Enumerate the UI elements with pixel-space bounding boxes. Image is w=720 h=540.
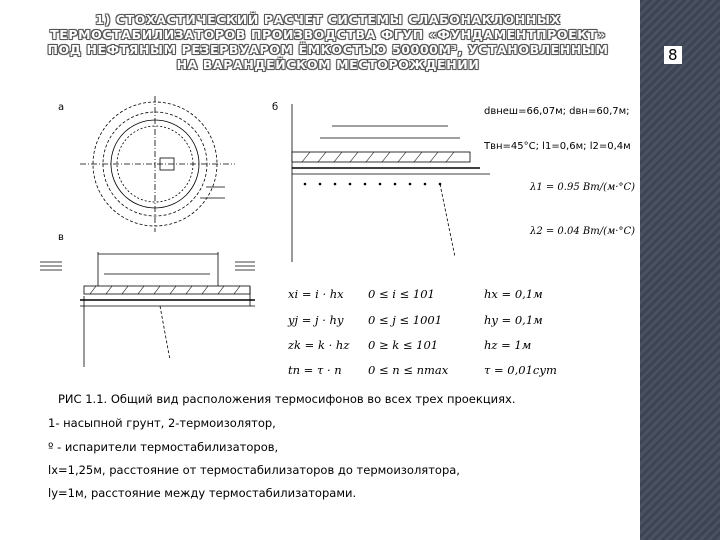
range-j: 0 ≤ j ≤ 1001 [368,313,443,327]
panel-a-label: а [58,102,65,113]
legend-line-1: 1- насыпной грунт, 2-термоизолятор, [48,416,276,430]
equation-x: xi = i · hx [288,287,344,301]
param-diameters: dвнеш=66,07м; dвн=60,7м; [484,106,630,117]
title-line-4: НА ВАРАНДЕЙСКОМ МЕСТОРОЖДЕНИИ [176,57,480,72]
equation-t: tn = τ · n [288,363,342,377]
title-line-1: 1) СТОХАСТИЧЕСКИЙ РАСЧЕТ СИСТЕМЫ СЛАБОНАКЛОННЫХ [95,12,561,27]
step-hx: hx = 0,1м [484,287,543,301]
equation-z: zk = k · hz [288,338,350,352]
panel-v-side-view [40,252,255,367]
step-hz: hz = 1м [484,338,532,352]
page-number: 8 [664,46,682,64]
step-hy: hy = 0,1м [484,313,543,327]
sidebar-decoration [640,0,720,540]
figure-caption: РИС 1.1. Общий вид расположения термосифонов во всех трех проекциях. [58,392,516,406]
title-line-3: ПОД НЕФТЯНЫМ РЕЗЕРВУАРОМ ЁМКОСТЬЮ 50000М³, УСТАНОВЛЕННЫМ [47,42,609,57]
param-lambda1: λ1 = 0.95 Вт/(м·°C) [530,182,636,193]
legend-line-4: ly=1м, расстояние между термостабилизаторами. [48,486,357,500]
title-line-2: ТЕРМОСТАБИЛИЗАТОРОВ ПРОИЗВОДСТВА ФГУП «ФУНДАМЕНТПРОЕКТ» [50,27,606,42]
step-tau: τ = 0,01сут [484,363,557,377]
equation-y: yj = j · hy [288,313,344,327]
panel-b-label: б [272,102,279,113]
param-lambda2: λ2 = 0.04 Вт/(м·°C) [530,226,636,237]
legend-line-3: lx=1,25м, расстояние от термостабилизаторов до термоизолятора, [48,463,460,477]
panel-b-section-view [292,104,490,262]
range-n: 0 ≤ n ≤ nmax [368,363,449,377]
range-k: 0 ≥ k ≤ 101 [368,338,439,352]
range-i: 0 ≤ i ≤ 101 [368,287,435,301]
legend-line-2: º - испарители термостабилизаторов, [48,440,279,454]
slide-title [28,12,628,72]
panel-v-label: в [58,232,64,243]
panel-a-plan-view [80,96,235,232]
param-temperature-lengths: Tвн=45°C; l1=0,6м; l2=0,4м [484,141,631,152]
